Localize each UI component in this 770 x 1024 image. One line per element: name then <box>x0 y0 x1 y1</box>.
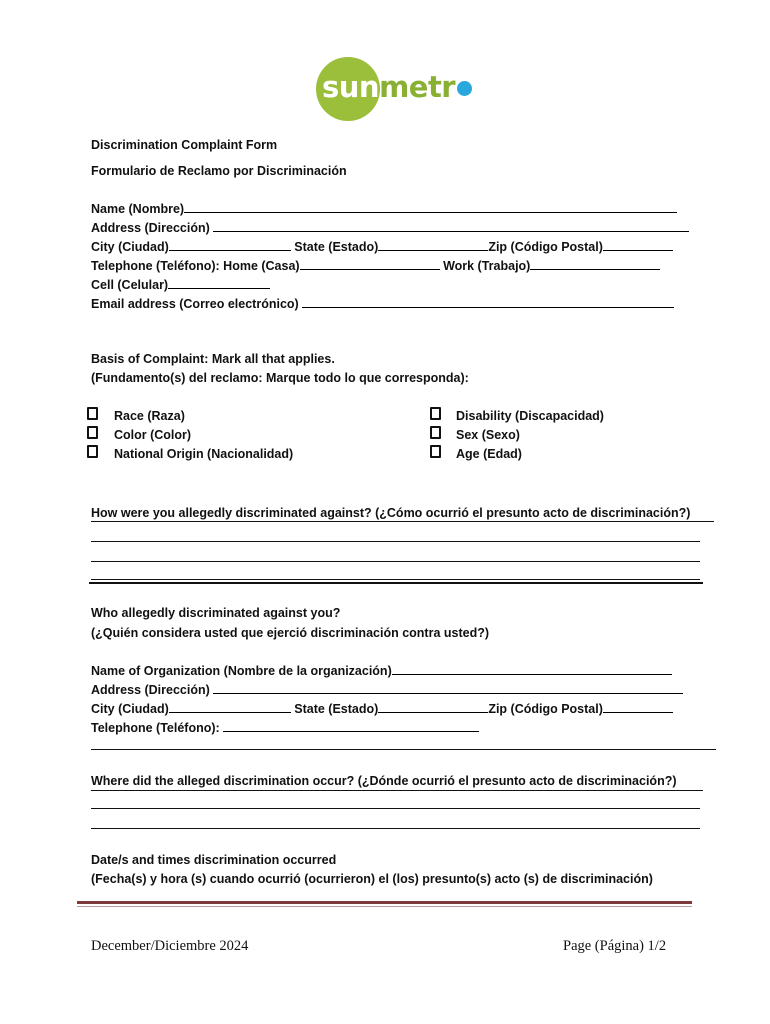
org-address-field[interactable] <box>91 681 683 698</box>
cell-label: Cell (Celular) <box>91 278 169 292</box>
name-label: Name (Nombre) <box>91 202 185 216</box>
how-question-underline <box>91 521 714 522</box>
option-color: Color (Color) <box>114 428 192 442</box>
org-name-field[interactable] <box>91 662 672 679</box>
city-label: City (Ciudad) <box>91 240 169 254</box>
footer-page-number: Page (Página) 1/2 <box>563 938 667 954</box>
address-line[interactable] <box>213 219 689 232</box>
option-national-origin: National Origin (Nacionalidad) <box>114 447 294 461</box>
org-telephone-field[interactable] <box>91 719 479 736</box>
state-line[interactable] <box>378 238 488 251</box>
footer-rule <box>77 901 692 904</box>
work-phone-line[interactable] <box>530 257 660 270</box>
footer-rule-thin <box>77 906 692 907</box>
name-field[interactable] <box>91 200 677 217</box>
city-line[interactable] <box>169 238 291 251</box>
email-line[interactable] <box>302 295 674 308</box>
org-zip-label: Zip (Código Postal) <box>488 702 603 716</box>
sunmetro-logo <box>316 57 466 123</box>
org-state-label: State (Estado) <box>294 702 379 716</box>
sex-checkbox[interactable] <box>430 426 441 439</box>
org-telephone-label: Telephone (Teléfono): <box>91 721 220 735</box>
option-race: Race (Raza) <box>114 409 185 423</box>
telephone-home-label: Telephone (Teléfono): Home (Casa) <box>91 259 300 273</box>
who-question-en: Who allegedly discriminated against you? <box>91 606 341 620</box>
dates-label-es: (Fecha(s) y hora (s) cuando ocurrió (ocurrieron) el (los) presunto(s) acto (s) de discriminación) <box>91 872 653 886</box>
org-zip-line[interactable] <box>603 700 673 713</box>
national-origin-checkbox[interactable] <box>87 445 98 458</box>
org-address-line[interactable] <box>213 681 683 694</box>
option-age: Age (Edad) <box>456 447 522 461</box>
how-answer-line-1[interactable] <box>91 541 700 542</box>
basis-heading-en: Basis of Complaint: Mark all that applies. <box>91 352 335 366</box>
who-divider-line[interactable] <box>91 749 716 750</box>
how-question: How were you allegedly discriminated against? (¿Cómo ocurrió el presunto acto de discriminación?) <box>91 506 691 520</box>
zip-label: Zip (Código Postal) <box>488 240 603 254</box>
org-city-line[interactable] <box>169 700 291 713</box>
how-answer-line-4[interactable] <box>89 582 703 584</box>
color-checkbox[interactable] <box>87 426 98 439</box>
org-city-label: City (Ciudad) <box>91 702 169 716</box>
state-label: State (Estado) <box>294 240 379 254</box>
option-disability: Disability (Discapacidad) <box>456 409 604 423</box>
race-checkbox[interactable] <box>87 407 98 420</box>
logo-o-dot <box>457 81 472 96</box>
cell-field[interactable] <box>91 276 270 293</box>
telephone-row <box>91 257 660 274</box>
how-answer-line-3[interactable] <box>91 579 700 580</box>
home-phone-line[interactable] <box>300 257 440 270</box>
logo-wordmark: sunmetr <box>322 69 472 105</box>
footer-date: December/Diciembre 2024 <box>91 938 249 954</box>
basis-heading-es: (Fundamento(s) del reclamo: Marque todo lo que corresponda): <box>91 371 469 385</box>
address-label: Address (Dirección) <box>91 221 210 235</box>
who-question-es: (¿Quién considera usted que ejerció discriminación contra usted?) <box>91 626 489 640</box>
cell-line[interactable] <box>168 276 270 289</box>
option-sex: Sex (Sexo) <box>456 428 520 442</box>
where-answer-line-1[interactable] <box>91 808 700 809</box>
form-title-en: Discrimination Complaint Form <box>91 138 278 152</box>
org-state-line[interactable] <box>378 700 488 713</box>
email-field[interactable] <box>91 295 674 312</box>
work-label: Work (Trabajo) <box>443 259 531 273</box>
disability-checkbox[interactable] <box>430 407 441 420</box>
address-field[interactable] <box>91 219 689 236</box>
dates-label-en: Date/s and times discrimination occurred <box>91 853 337 867</box>
org-city-state-zip-row <box>91 700 673 717</box>
form-title-es: Formulario de Reclamo por Discriminación <box>91 164 347 178</box>
org-name-label: Name of Organization (Nombre de la organización) <box>91 664 392 678</box>
how-answer-line-2[interactable] <box>91 561 700 562</box>
name-line[interactable] <box>184 200 677 213</box>
age-checkbox[interactable] <box>430 445 441 458</box>
where-answer-line-2[interactable] <box>91 828 700 829</box>
org-address-label: Address (Dirección) <box>91 683 210 697</box>
org-name-line[interactable] <box>392 662 672 675</box>
where-question: Where did the alleged discrimination occur? (¿Dónde ocurrió el presunto acto de discriminación?) <box>91 774 677 788</box>
org-telephone-line[interactable] <box>223 719 479 732</box>
email-label: Email address (Correo electrónico) <box>91 297 299 311</box>
where-question-underline <box>91 790 703 791</box>
zip-line[interactable] <box>603 238 673 251</box>
city-state-zip-row <box>91 238 673 255</box>
